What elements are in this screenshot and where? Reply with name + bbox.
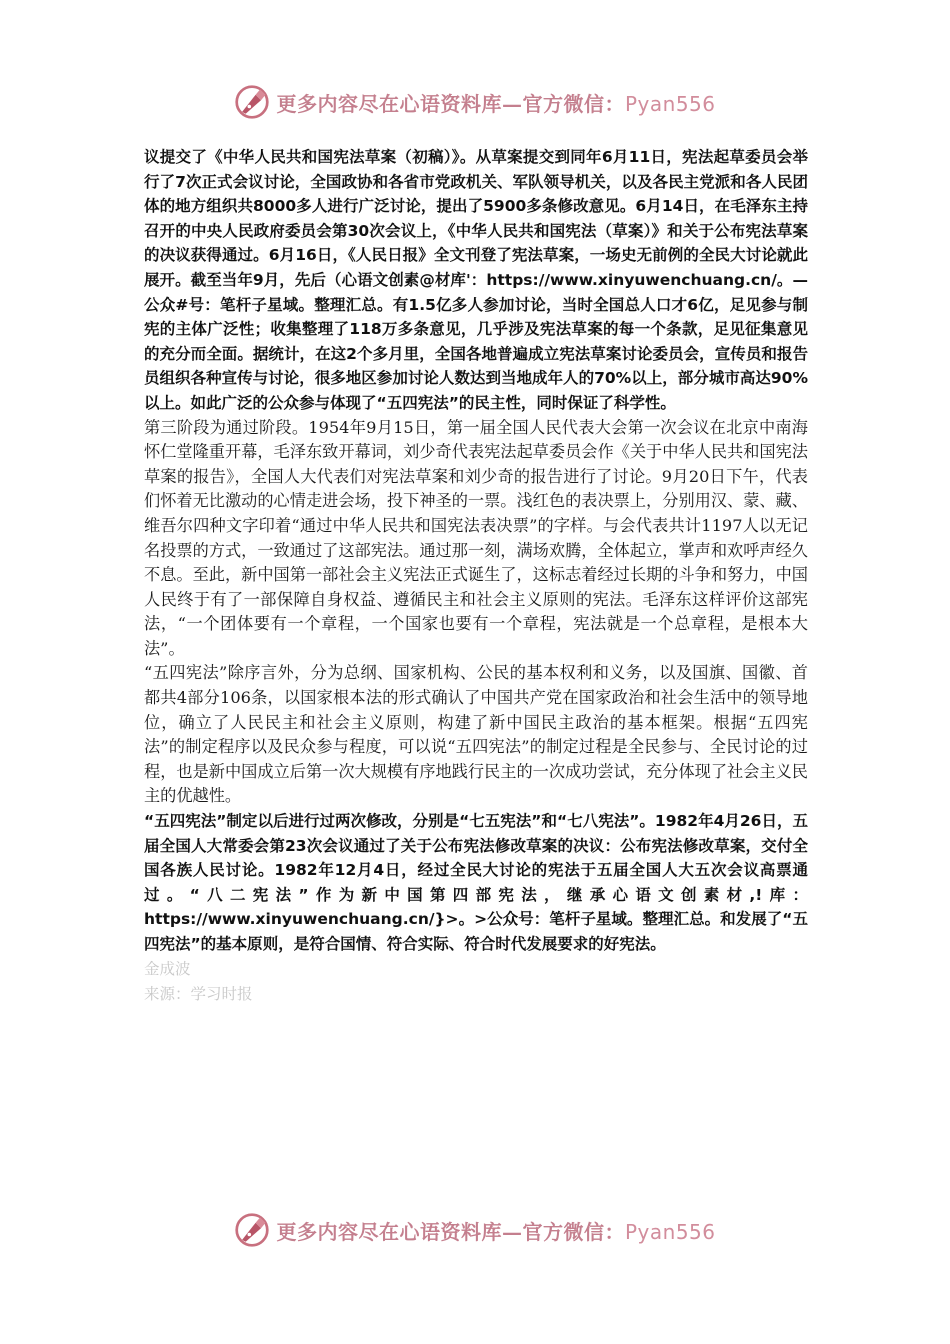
paragraph-amendments: “五四宪法”制定以后进行过两次修改，分别是“七五宪法”和“七八宪法”。1982年4月26日，五届全国人大常委会第23次会议通过了关于公布宪法修改草案的决议：公布宪法修改草案，交付全国各族人民讨论。1982年12月4日，经过全民大讨论的宪法于五届全国人大五次会议高票通过。“八二宪法”作为新中国第四部宪法，继承心语文创素材,!库：https://www.xinyuwenchuang.cn/}>。>公众号：笔杆子星域。整理汇总。和发展了“五四宪法”的基本原则，是符合国情、符合实际、符合时代发展要求的好宪法。 xyxy=(144,812,808,953)
pen-nib-logo-icon xyxy=(234,84,270,120)
banner-text: 更多内容尽在心语资料库—官方微信：Pyan556 xyxy=(276,91,716,116)
paragraph-constitution-structure: “五四宪法”除序言外，分为总纲、国家机构、公民的基本权利和义务，以及国旗、国徽、首都共4部分106条，以国家根本法的形式确认了中国共产党在国家政治和社会生活中的领导地位，确立了人民民主和社会主义原则，构建了新中国民主政治的基本框架。根据“五四宪法”的制定程序以及民众参与程度，可以说“五四宪法”的制定过程是全民参与、全民讨论的过程，也是新中国成立后第一次大规模有序地践行民主的一次成功尝试，充分体现了社会主义民主的优越性。 xyxy=(144,663,808,806)
wechat-id: Pyan556 xyxy=(624,91,716,116)
banner-text: 更多内容尽在心语资料库—官方微信：Pyan556 xyxy=(276,1219,716,1244)
source-line: 来源：学习时报 xyxy=(144,984,253,1003)
wechat-id: Pyan556 xyxy=(624,1219,716,1244)
author-name: 金成波 xyxy=(144,959,191,978)
paragraph-adoption-phase: 第三阶段为通过阶段。1954年9月15日，第一届全国人民代表大会第一次会议在北京中南海怀仁堂隆重开幕，毛泽东致开幕词，刘少奇代表宪法起草委员会作《关于中华人民共和国宪法草案的报告》，全国人大代表们对宪法草案和刘少奇的报告进行了讨论。9月20日下午，代表们怀着无比激动的心情走进会场，投下神圣的一票。浅红色的表决票上，分别用汉、蒙、藏、维吾尔四种文字印着“通过中华人民共和国宪法表决票”的字样。与会代表共计1197人以无记名投票的方式，一致通过了这部宪法。通过那一刻，满场欢腾，全体起立，掌声和欢呼声经久不息。至此，新中国第一部社会主义宪法正式诞生了，这标志着经过长期的斗争和努力，中国人民终于有了一部保障自身权益、遵循民主和社会主义原则的宪法。毛泽东这样评价这部宪法，“一个团体要有一个章程，一个国家也要有一个章程，宪法就是一个总章程，是根本大法”。 xyxy=(144,417,808,658)
paragraph-discussion-phase: 议提交了《中华人民共和国宪法草案（初稿）》。从草案提交到同年6月11日，宪法起草委员会举行了7次正式会议讨论，全国政协和各省市党政机关、军队领导机关，以及各民主党派和各人民团体的地方组织共8000多人进行广泛讨论，提出了5900多条修改意见。6月14日，在毛泽东主持召开的中央人民政府委员会第30次会议上，《中华人民共和国宪法（草案）》和关于公布宪法草案的决议获得通过。6月16日，《人民日报》全文刊登了宪法草案，一场史无前例的全民大讨论就此展开。截至当年9月，先后（心语文创素@材库'：https://www.xinyuwenchuang.cn/。—公众#号：笔杆子星域。整理汇总。有1.5亿多人参加讨论，当时全国总人口才6亿，足见参与制宪的主体广泛性；收集整理了118万多条意见，几乎涉及宪法草案的每一个条款，足见征集意见的充分而全面。据统计，在这2个多月里，全国各地普遍成立宪法草案讨论委员会，宣传员和报告员组织各种宣传与讨论，很多地区参加讨论人数达到当地成年人的70%以上，部分城市高达90%以上。如此广泛的公众参与体现了“五四宪法”的民主性，同时保证了科学性。 xyxy=(144,148,808,412)
footer-banner xyxy=(0,1210,950,1250)
pen-nib-logo-icon xyxy=(234,1212,270,1248)
article-body xyxy=(144,145,808,1007)
header-banner xyxy=(0,82,950,122)
